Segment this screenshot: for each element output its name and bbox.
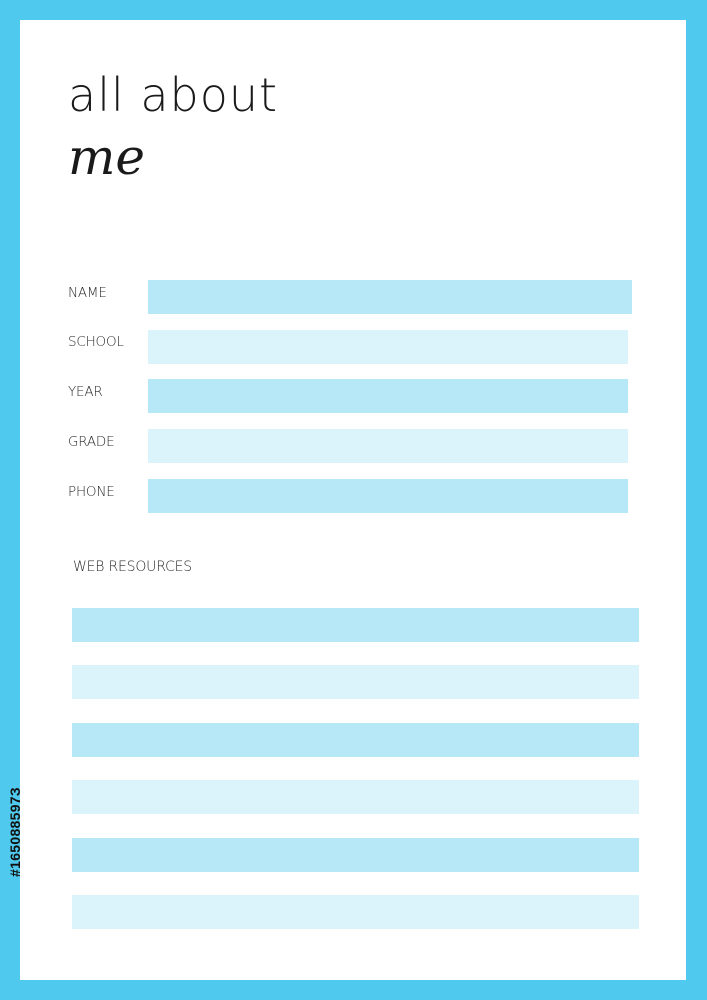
stock-id-text: #165088597З bbox=[7, 787, 23, 877]
field-label-grade: GRADE bbox=[68, 434, 115, 450]
worksheet-page bbox=[20, 20, 686, 980]
web-resource-line-1[interactable] bbox=[72, 608, 639, 642]
field-label-phone: PHONE bbox=[68, 484, 115, 500]
field-label-year: YEAR bbox=[68, 384, 103, 400]
year-field[interactable] bbox=[148, 379, 628, 413]
grade-field[interactable] bbox=[148, 429, 628, 463]
web-resource-line-2[interactable] bbox=[72, 665, 639, 699]
web-resource-line-5[interactable] bbox=[72, 838, 639, 872]
stock-id-watermark bbox=[7, 752, 23, 912]
web-resource-line-4[interactable] bbox=[72, 780, 639, 814]
field-label-school: SCHOOL bbox=[68, 334, 124, 350]
web-resource-line-6[interactable] bbox=[72, 895, 639, 929]
field-label-name: NAME bbox=[68, 285, 107, 301]
web-resources-heading: WEB RESOURCES bbox=[73, 559, 192, 575]
phone-field[interactable] bbox=[148, 479, 628, 513]
web-resource-line-3[interactable] bbox=[72, 723, 639, 757]
school-field[interactable] bbox=[148, 330, 628, 364]
title-all-about: all about bbox=[68, 68, 279, 122]
name-field[interactable] bbox=[148, 280, 632, 314]
title-me: me bbox=[68, 128, 146, 186]
